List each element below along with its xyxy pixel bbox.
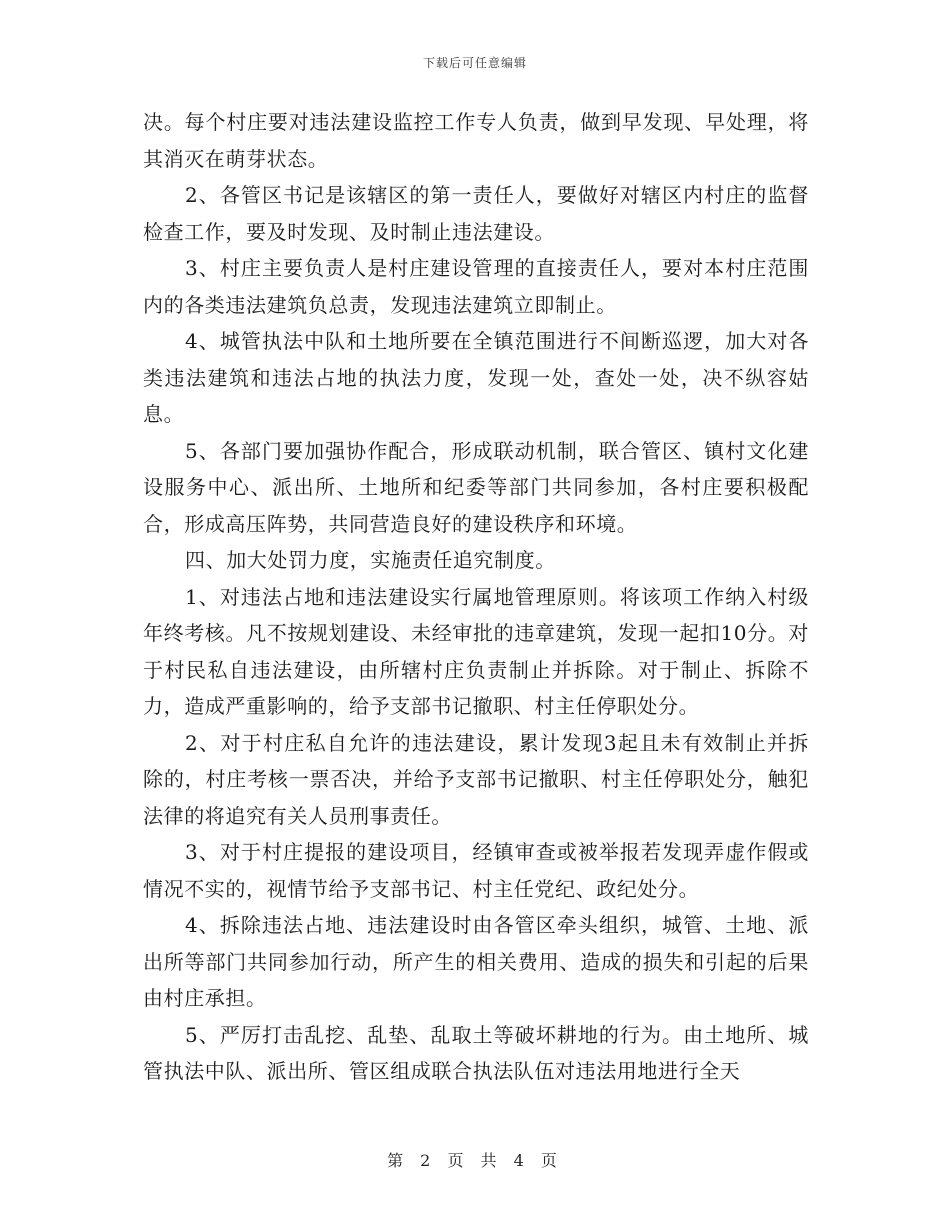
document-body: [143, 104, 809, 1090]
paragraph-9: 3、对于村庄提报的建设项目，经镇审查或被举报若发现弄虚作假或情况不实的，视情节给予支部书记、村主任党纪、政纪处分。: [143, 840, 809, 901]
paragraph-3: 3、村庄主要负责人是村庄建设管理的直接责任人，要对本村庄范围内的各类违法建筑负总责，发现违法建筑立即制止。: [143, 256, 809, 317]
paragraph-4: 4、城管执法中队和土地所要在全镇范围进行不间断巡逻，加大对各类违法建筑和违法占地的执法力度，发现一处，查处一处，决不纵容姑息。: [143, 329, 809, 426]
paragraph-11: 5、严厉打击乱挖、乱垫、乱取土等破坏耕地的行为。由土地所、城管执法中队、派出所、管区组成联合执法队伍对违法用地进行全天: [143, 1022, 809, 1083]
section-heading-4: 四、加大处罚力度，实施责任追究制度。: [185, 548, 556, 572]
paragraph-8: 2、对于村庄私自允许的违法建设，累计发现3起且未有效制止并拆除的，村庄考核一票否决，并给予支部书记撤职、村主任停职处分，触犯法律的将追究有关人员刑事责任。: [143, 730, 809, 828]
paragraph-1: 决。每个村庄要对违法建设监控工作专人负责，做到早发现、早处理，将其消灭在萌芽状态。: [143, 110, 809, 171]
page-header: 下载后可任意编辑: [422, 56, 527, 70]
paragraph-7: 1、对违法占地和违法建设实行属地管理原则。将该项工作纳入村级年终考核。凡不按规划建设、未经审批的违章建筑，发现一起扣10分。对于村民私自违法建设，由所辖村庄负责制止并拆除。对于制止、拆除不力，造成严重影响的，给予支部书记撤职、村主任停职处分。: [143, 584, 809, 718]
paragraph-2: 2、各管区书记是该辖区的第一责任人，要做好对辖区内村庄的监督检查工作，要及时发现、及时制止违法建设。: [143, 183, 809, 244]
paragraph-5: 5、各部门要加强协作配合，形成联动机制，联合管区、镇村文化建设服务中心、派出所、土地所和纪委等部门共同参加，各村庄要积极配合，形成高压阵势，共同营造良好的建设秩序和环境。: [143, 438, 809, 536]
paragraph-10: 4、拆除违法占地、违法建设时由各管区牵头组织，城管、土地、派出所等部门共同参加行动，所产生的相关费用、造成的损失和引起的后果由村庄承担。: [143, 913, 809, 1010]
page-number: 第 2 页 共 4 页: [387, 1151, 563, 1170]
